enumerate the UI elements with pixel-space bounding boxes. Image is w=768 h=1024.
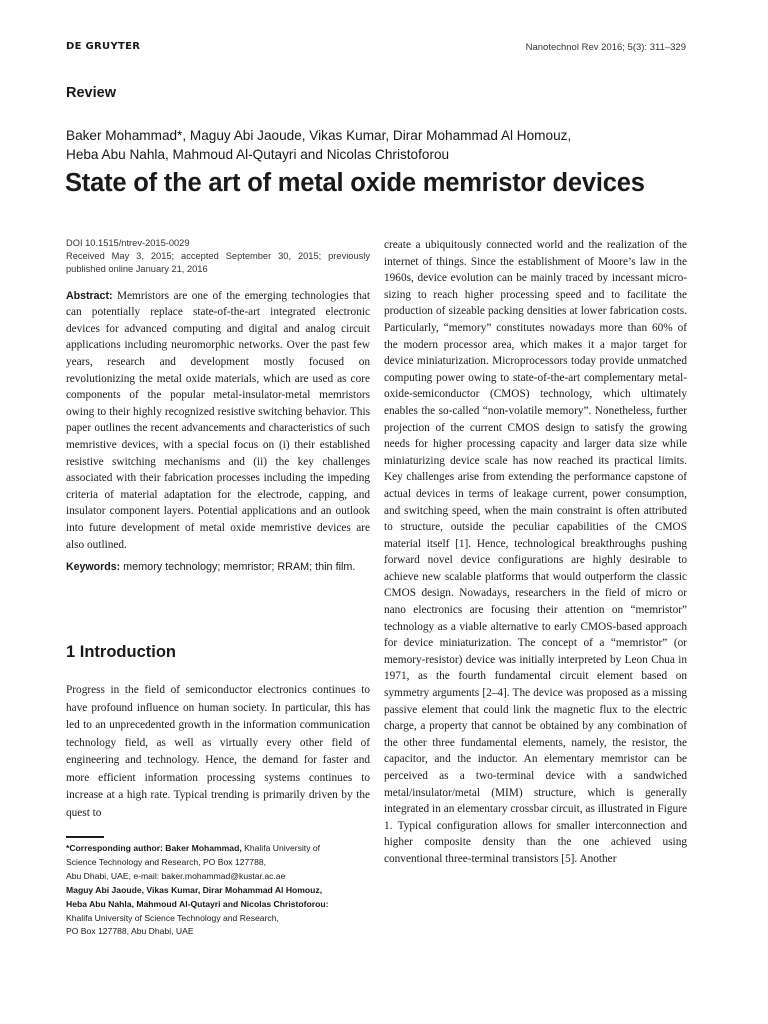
introduction-text-right: create a ubiquitously connected world and the realization of the internet of things. Since the establishment of Moore’s law in the 1960s, device evolution can be mainly traced by incessant micro-sizing to reach higher processing speed and to facilitate the production of sizeable packing densities at lower fabrication costs. Particularly, “memory” constitutes nowadays more than 60% of the modern processor area, which makes it a major target for device miniaturization. Microprocessors today provide unmatched computing power owing to state-of-the-art complementary metal-oxide-semiconductor (CMOS) technology, which ultimately enables the so-called “non-volatile memory”. Nonetheless, further projection of the current CMOS design to satisfy the growing needs for higher processing capacity and larger data size while miniaturizing device scale has now reached its practical limits. Key challenges arise from extending the performance capstone of actual devices in terms of leakage current, power consumption, and switching speed, when the main constraint is often attributed to structure, outside the peculiar capabilities of the CMOS material itself [1]. Hence, technological breakthroughs pushing forward novel device configurations are highly desirable to achieve new scalable platforms that would outperform the classic CMOS design. Nowadays, researchers in the field of micro or nano electronics are focusing their attention on “memristor” technology as a viable alternative to early CMOS-based approach for device miniaturization. The concept of a “memristor” (or memory-resistor) device was initially interpreted by Leon Chua in 1971, as the fourth fundamental circuit element based on symmetry arguments [2–4]. The device was proposed as a missing passive element that could link the magnetic flux to the electric charge, a property that cannot be obtained by any combination of the other three fundamental elements, namely, the resistor, the capacitor, and the inductor. An elementary memristor can be perceived as a two-terminal device with a sandwiched metal/insulator/metal (MIM) structure, which is generally integrated in an elementary crossbar circuit, as illustrated in Figure 1. Typical configuration allows for smaller interconnection and higher composite density than the one achieved using conventional three-terminal transistors [5]. Another bbox=[384, 239, 687, 865]
keywords-label: Keywords: bbox=[66, 561, 121, 574]
abstract bbox=[66, 288, 370, 554]
section-heading-introduction: 1 Introduction bbox=[66, 643, 176, 661]
keywords-text: memory technology; memristor; RRAM; thin film. bbox=[123, 561, 356, 574]
corresponding-author-label: *Corresponding author: Baker Mohammad, bbox=[66, 843, 242, 853]
footnote-divider bbox=[66, 836, 104, 838]
author-line: Heba Abu Nahla, Mahmoud Al-Qutayri and Nicolas Christoforou bbox=[66, 147, 450, 162]
affiliation-line: Khalifa University of Science Technology and Research, bbox=[66, 912, 279, 923]
coauthor-names: Maguy Abi Jaoude, Vikas Kumar, Dirar Mohammad Al Homouz, bbox=[66, 884, 323, 895]
corresponding-author-affiliation: Khalifa University of bbox=[241, 843, 321, 853]
introduction-text-left: Progress in the field of semiconductor electronics continues to have profound influence on human society. In particular, this has led to an unprecedented growth in the information communication technology field, as well as virtually every other field of engineering and technology. Hence, the demand for faster and more efficient information processing systems continues to increase at a high rate. Typical trending is primarily driven by the quest to bbox=[66, 684, 370, 819]
author-line: Baker Mohammad*, Maguy Abi Jaoude, Vikas Kumar, Dirar Mohammad Al Homouz, bbox=[66, 128, 572, 143]
left-column bbox=[66, 237, 370, 576]
corresponding-author-note bbox=[66, 842, 370, 856]
footnotes bbox=[66, 842, 370, 939]
affiliation-line: PO Box 127788, Abu Dhabi, UAE bbox=[66, 926, 194, 937]
article-title: State of the art of metal oxide memristor devices bbox=[65, 169, 645, 197]
doi-link[interactable]: DOI 10.1515/ntrev-2015-0029 bbox=[66, 238, 190, 248]
keywords bbox=[66, 559, 370, 576]
footnote-line: Science Technology and Research, PO Box 127788, bbox=[66, 856, 267, 867]
publication-dates: Received May 3, 2015; accepted September 30, 2015; previously published online January 21, 2016 bbox=[66, 251, 370, 275]
abstract-text: Memristors are one of the emerging technologies that can potentially replace state-of-the-art integrated electronic devices for advanced computing and digital and analog circuit applications including neuromorphic networks. Over the past few years, research and development mostly focused on revolutionizing the metal oxide materials, which are used as core components of the popular metal-insulator-metal memristors owing to their highly recognized resistive switching behavior. This paper outlines the recent advancements and characteristics of such memristive devices, with a special focus on (i) their established resistive switching mechanisms and (ii) the key challenges associated with their fabrication processes including the impeding criteria of material adaptation for the electrode, capping, and insulator component layers. Potential applications and an outlook into future development of metal oxide memristive devices are also outlined. bbox=[66, 289, 370, 551]
author-list bbox=[66, 126, 686, 164]
abstract-label: Abstract: bbox=[66, 289, 113, 302]
publisher-name: DE GRUYTER bbox=[66, 41, 141, 52]
journal-citation: Nanotechnol Rev 2016; 5(3): 311–329 bbox=[525, 42, 686, 53]
running-header bbox=[66, 41, 686, 55]
corresponding-author-email[interactable]: Abu Dhabi, UAE, e-mail: baker.mohammad@kustar.ac.ae bbox=[66, 870, 286, 881]
article-type-label: Review bbox=[66, 85, 116, 101]
coauthor-names: Heba Abu Nahla, Mahmoud Al-Qutayri and Nicolas Christoforou: bbox=[66, 898, 329, 909]
article-meta bbox=[66, 237, 370, 277]
right-column bbox=[384, 237, 687, 868]
